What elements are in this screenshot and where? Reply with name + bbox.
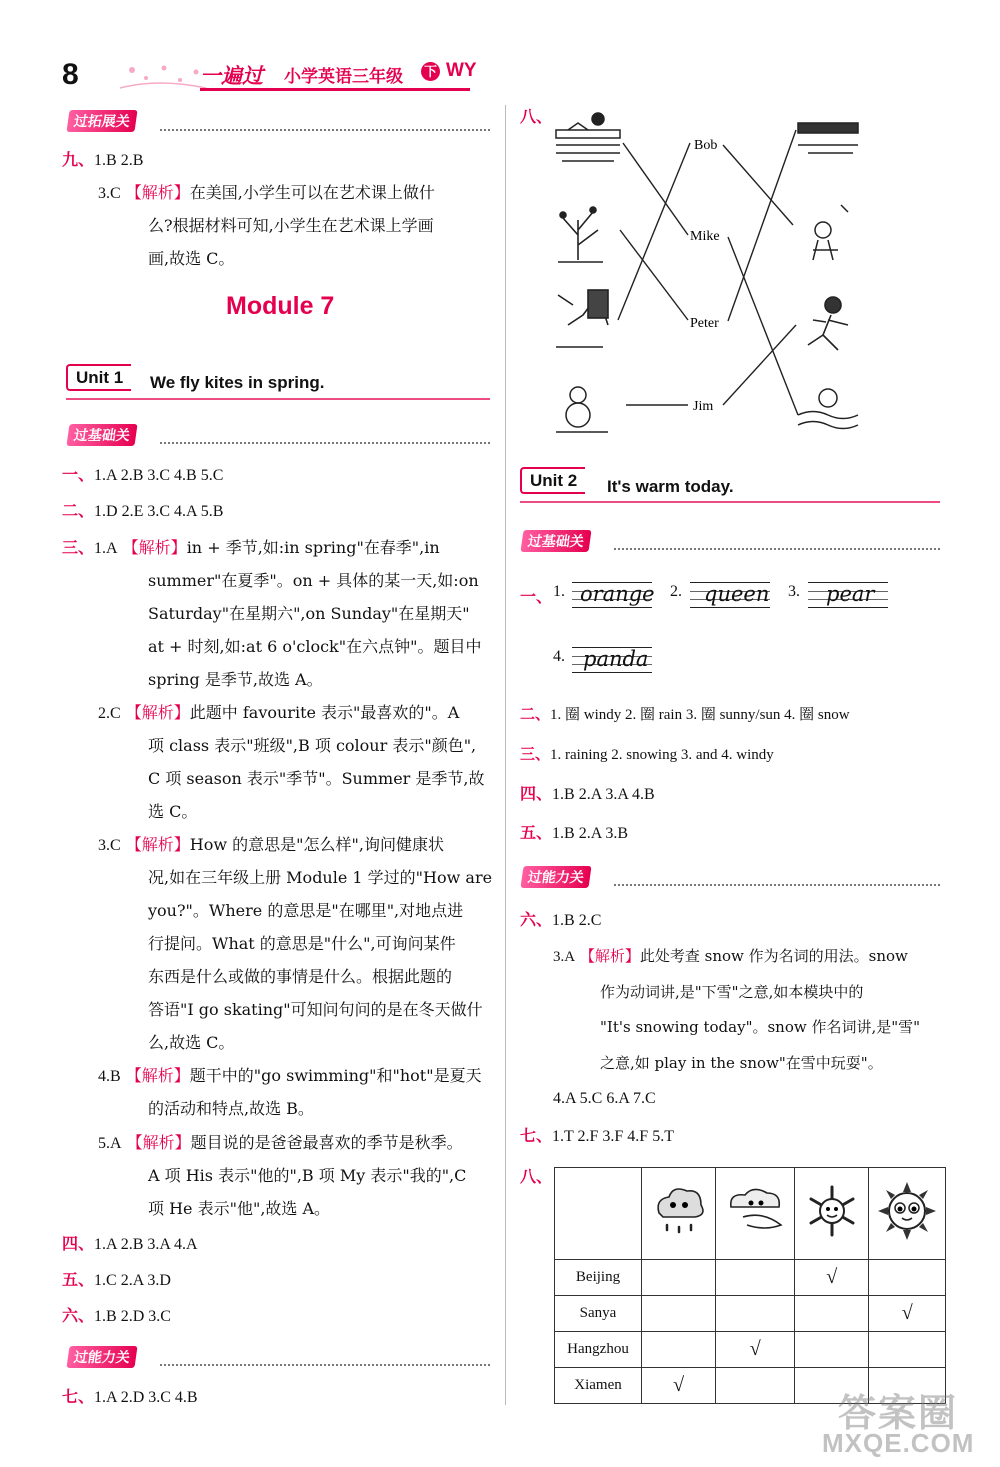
name-jim: Jim (693, 399, 714, 414)
answers: 1.C 2.A 3.D (94, 1272, 171, 1289)
section-badge-basic-2 (522, 530, 590, 552)
analysis-text: 之意,如 play in the snow"在雪中玩耍"。 (600, 1054, 883, 1072)
answers: 1.B 2.C (552, 912, 602, 929)
unit-label: Unit 2 (520, 467, 585, 494)
analysis-text: How 的意思是"怎么样",询问健康状 (189, 835, 444, 854)
column-divider (505, 105, 506, 1405)
l-sec3-i2 (98, 696, 459, 730)
table-cell (795, 1332, 869, 1368)
page-number: 8 (62, 58, 79, 91)
analysis-text: "It's snowing today"。snow 作名词讲,是"雪" (600, 1018, 921, 1036)
check-mark: √ (716, 1332, 795, 1368)
badge-ability: 过能力关 (520, 866, 591, 888)
section-badge-basic (68, 424, 136, 446)
unit1-title: We fly kites in spring. (150, 373, 325, 392)
name-peter: Peter (690, 316, 719, 331)
answers: 1. raining 2. snowing 3. and 4. windy (550, 747, 774, 763)
analysis-tag: 【解析】 (125, 835, 190, 854)
l-sec2 (62, 494, 223, 528)
edition-label: WY (446, 60, 477, 81)
word-num: 1. (553, 583, 565, 600)
brand-logo: 一遍过 (200, 65, 263, 88)
table-row (555, 1296, 946, 1332)
badge-basic: 过基础关 (66, 424, 137, 446)
picture-kite-flying (813, 205, 848, 260)
section-badge-ability-2 (522, 866, 590, 888)
analysis-text: spring 是季节,故选 A。 (148, 670, 323, 689)
item-num: 3.A (553, 949, 576, 965)
sec-num: 四、 (62, 1234, 95, 1253)
analysis-text: 行提问。What 的意思是"什么",可询问某件 (148, 934, 456, 953)
word-num: 4. (553, 648, 565, 665)
rain-icon (642, 1168, 716, 1260)
unit-label: Unit 1 (66, 364, 131, 391)
answers: 1.B 2.D 3.C (94, 1308, 171, 1325)
r-sec8b-num: 八、 (520, 1167, 553, 1186)
check-mark: √ (642, 1368, 716, 1404)
sec-num: 一、 (62, 465, 95, 484)
r-sec3 (520, 738, 774, 772)
analysis-text: 选 C。 (148, 802, 198, 821)
analysis-tag: 【解析】 (125, 703, 190, 722)
analysis-text: 的活动和特点,故选 B。 (148, 1099, 314, 1118)
matching-diagram (548, 105, 868, 440)
header-rule (200, 88, 470, 91)
sec9-num: 九、 (62, 150, 95, 169)
analysis-tag: 【解析】 (125, 183, 190, 202)
sec-num: 四、 (520, 784, 553, 803)
header-subtitle: 小学英语三年级 (284, 67, 403, 86)
analysis-text: 项 He 表示"他",故选 A。 (148, 1199, 331, 1218)
r-sec1-num: 一、 (520, 587, 553, 606)
table-cell (642, 1296, 716, 1332)
badge-basic: 过基础关 (520, 530, 591, 552)
sec9-item3 (98, 176, 435, 210)
word-num: 2. (670, 583, 682, 600)
r-sec5 (520, 816, 628, 850)
l-sec3-i1 (62, 531, 440, 565)
wind-icon (716, 1168, 795, 1260)
city-cell: Xiamen (555, 1368, 642, 1404)
word-num: 3. (788, 583, 800, 600)
analysis-text: 作为动词讲,是"下雪"之意,如本模块中的 (600, 983, 864, 1001)
table-cell (716, 1260, 795, 1296)
city-cell: Beijing (555, 1260, 642, 1296)
volume-badge: 下 (421, 62, 440, 81)
dotted-rule (160, 441, 490, 444)
handwritten-word: orange (580, 582, 655, 606)
badge-extend: 过拓展关 (66, 110, 137, 132)
analysis-text: 画,故选 C。 (148, 249, 235, 268)
r-sec2 (520, 698, 850, 732)
answers: 1.B 2.A 3.B (552, 825, 629, 842)
analysis-tag: 【解析】 (122, 538, 187, 557)
sec9 (62, 143, 143, 177)
sec-num: 五、 (520, 823, 553, 842)
analysis-text: C 项 season 表示"季节"。Summer 是季节,故 (148, 769, 485, 788)
analysis-text: 在美国,小学生可以在艺术课上做什 (189, 183, 435, 202)
check-mark: √ (795, 1260, 869, 1296)
answers: 1.A 2.B 3.A 4.A (94, 1236, 198, 1253)
picture-autumn-tree (558, 207, 603, 262)
sec-num: 二、 (520, 705, 551, 723)
analysis-text: 此题中 favourite 表示"最喜欢的"。A (189, 703, 460, 722)
table-cell (869, 1332, 946, 1368)
sec-num: 五、 (62, 1270, 95, 1289)
table-cell (869, 1260, 946, 1296)
item-num: 2.C (98, 705, 121, 722)
snow-icon (795, 1168, 869, 1260)
l-sec5 (62, 1263, 171, 1297)
analysis-tag: 【解析】 (126, 1133, 191, 1152)
r-sec4 (520, 777, 655, 811)
name-mike: Mike (690, 229, 720, 244)
analysis-text: Saturday"在星期六",on Sunday"在星期天" (148, 604, 470, 623)
sec-num: 六、 (520, 910, 553, 929)
sec-num: 七、 (520, 1126, 553, 1145)
sec-num: 七、 (62, 1387, 95, 1406)
sec-num: 二、 (62, 501, 95, 520)
dotted-rule (614, 547, 940, 550)
table-cell (716, 1368, 795, 1404)
table-row (555, 1332, 946, 1368)
answers: 1. 圈 windy 2. 圈 rain 3. 圈 sunny/sun 4. 圈 snow (550, 707, 850, 723)
r-sec8-num: 八、 (520, 107, 553, 126)
dotted-rule (160, 128, 490, 131)
unit-rule (66, 398, 490, 400)
dotted-rule (614, 883, 940, 886)
r-sec6-i3 (553, 940, 908, 974)
analysis-text: 答语"I go skating"可知问句问的是在冬天做什 (148, 1000, 483, 1019)
sec-num: 六、 (62, 1306, 95, 1325)
analysis-text: A 项 His 表示"他的",B 项 My 表示"我的",C (148, 1166, 467, 1185)
r-sec6-more: 4.A 5.C 6.A 7.C (553, 1090, 656, 1107)
answers: 1.D 2.E 3.C 4.A 5.B (94, 503, 224, 520)
picture-spring-kite (556, 113, 620, 161)
handwritten-word: panda (583, 647, 649, 671)
section-badge-extend (68, 110, 136, 132)
item-num: 5.A (98, 1135, 122, 1152)
analysis-tag: 【解析】 (579, 947, 640, 965)
table-cell (642, 1260, 716, 1296)
picture-skiing (798, 123, 858, 153)
handwritten-word: queen (704, 582, 770, 606)
analysis-text: you?"。Where 的意思是"在哪里",对地点进 (148, 901, 464, 920)
analysis-text: 题目说的是爸爸最喜欢的季节是秋季。 (190, 1133, 463, 1152)
name-bob: Bob (694, 138, 718, 153)
analysis-text: 况,如在三年级上册 Module 1 学过的"How are (148, 868, 493, 887)
city-cell: Hangzhou (555, 1332, 642, 1368)
analysis-text: 项 class 表示"班级",B 项 colour 表示"颜色", (148, 736, 477, 755)
answers: 1.A 2.D 3.C 4.B (94, 1389, 198, 1406)
l-sec3-i3 (98, 828, 444, 862)
analysis-text: summer"在夏季"。on + 具体的某一天,如:on (148, 571, 479, 590)
analysis-text: in + 季节,如:in spring"在春季",in (186, 538, 440, 557)
answers: 1.T 2.F 3.F 4.F 5.T (552, 1128, 674, 1145)
analysis-text: 题干中的"go swimming"和"hot"是夏天 (189, 1066, 482, 1085)
analysis-text: 东西是什么或做的事情是什么。根据此题的 (148, 967, 453, 986)
check-mark: √ (869, 1296, 946, 1332)
l-sec4 (62, 1227, 198, 1261)
watermark-logo: 答案圈 (838, 1393, 959, 1435)
l-sec7 (62, 1380, 198, 1414)
answers: 1.B 2.A 3.A 4.B (552, 786, 655, 803)
picture-summer-person (556, 290, 608, 347)
table-cell (555, 1168, 642, 1260)
picture-swimming (798, 389, 858, 429)
table-cell (642, 1332, 716, 1368)
l-sec1 (62, 458, 223, 492)
unit1-header (66, 368, 131, 388)
r-sec6 (520, 903, 601, 937)
analysis-text: 此处考查 snow 作为名词的用法。snow (639, 947, 908, 965)
handwritten-word: pear (826, 582, 875, 606)
dotted-rule (160, 1363, 490, 1366)
weather-table (554, 1167, 946, 1404)
unit-rule (520, 501, 940, 503)
item-num: 3.C (98, 185, 121, 202)
unit2-title: It's warm today. (607, 477, 734, 496)
l-sec6 (62, 1299, 171, 1333)
l-sec3-i4 (98, 1059, 482, 1093)
watermark-url: MXQE.COM (822, 1428, 975, 1458)
answers: 1.A 2.B 3.C 4.B 5.C (94, 467, 224, 484)
r-sec7 (520, 1119, 674, 1153)
city-cell: Sanya (555, 1296, 642, 1332)
table-row (555, 1168, 946, 1260)
table-cell (716, 1296, 795, 1332)
item-num: 1.A (94, 540, 118, 557)
sun-icon (869, 1168, 946, 1260)
unit2-header (520, 471, 585, 491)
item-num: 3.C (98, 837, 121, 854)
sec9-answers: 1.B 2.B (94, 152, 144, 169)
badge-ability: 过能力关 (66, 1346, 137, 1368)
analysis-text: 么?根据材料可知,小学生在艺术课上学画 (148, 216, 434, 235)
sec-num: 三、 (520, 745, 551, 763)
table-cell (795, 1296, 869, 1332)
l-sec3-i5 (98, 1126, 463, 1160)
picture-running (808, 297, 848, 350)
picture-winter-snowman (556, 387, 608, 432)
analysis-text: 么,故选 C。 (148, 1033, 235, 1052)
module-title: Module 7 (226, 292, 335, 320)
section-badge-ability (68, 1346, 136, 1368)
analysis-tag: 【解析】 (125, 1066, 190, 1085)
sec-num: 三、 (62, 538, 95, 557)
analysis-text: at + 时刻,如:at 6 o'clock"在六点钟"。题目中 (148, 637, 482, 656)
table-row (555, 1260, 946, 1296)
header-decoration (118, 58, 208, 94)
item-num: 4.B (98, 1068, 121, 1085)
